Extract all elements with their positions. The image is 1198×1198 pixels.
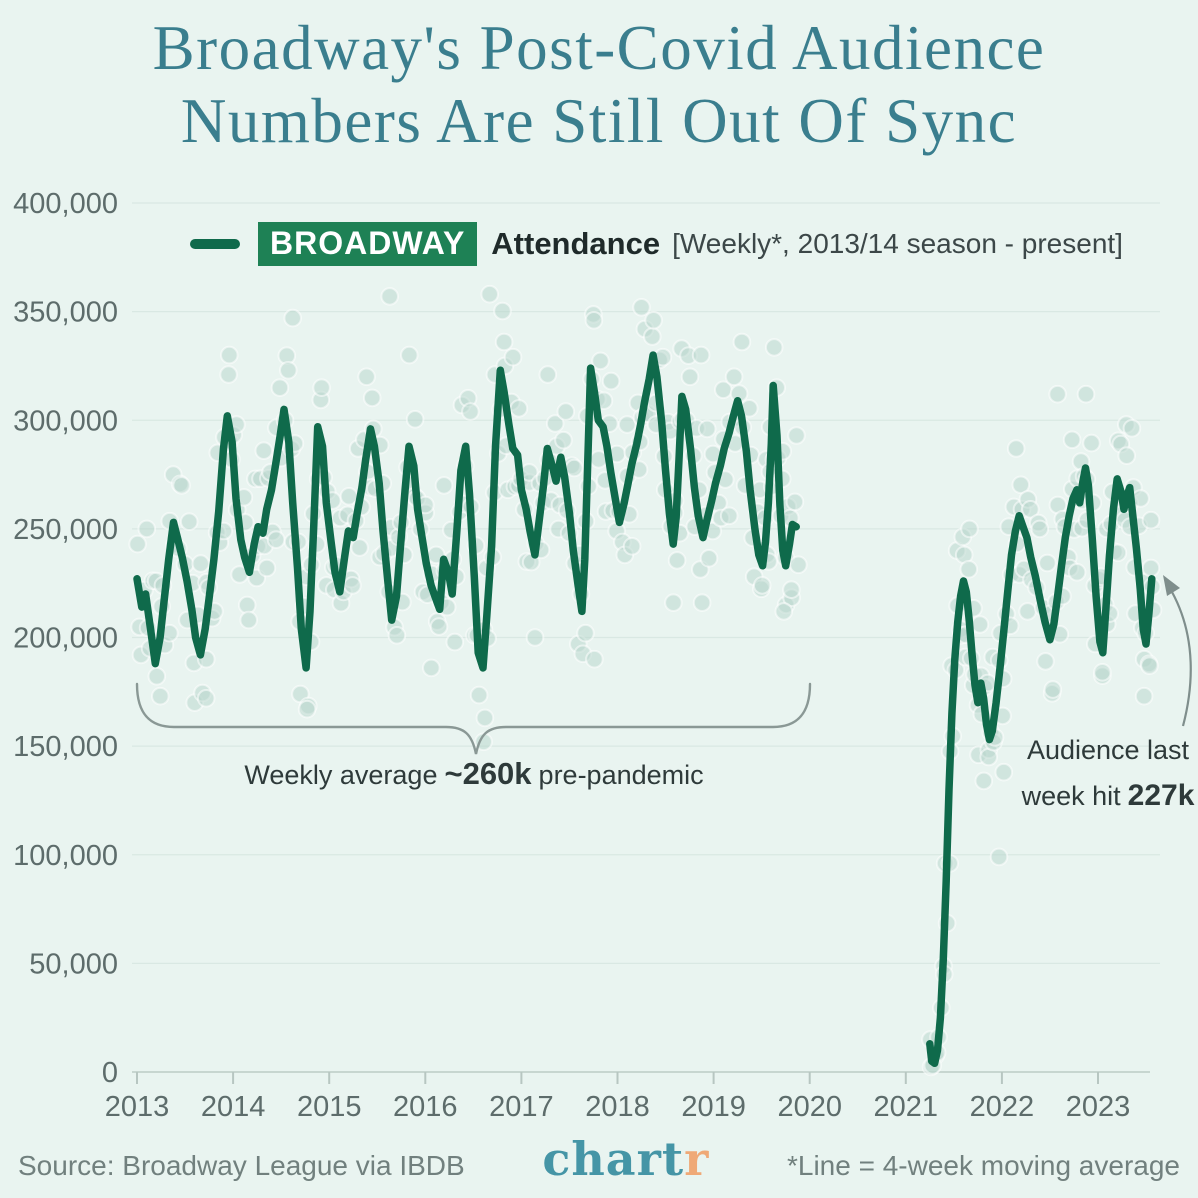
scatter-point <box>358 369 375 386</box>
scatter-point <box>991 849 1008 866</box>
scatter-point <box>259 560 276 577</box>
scatter-point <box>577 625 594 642</box>
scatter-point <box>481 286 498 303</box>
scatter-point <box>198 690 215 707</box>
scatter-point <box>776 603 793 620</box>
scatter-point <box>381 288 398 305</box>
scatter-point <box>721 508 738 525</box>
scatter-point <box>344 577 361 594</box>
scatter-point <box>669 552 686 569</box>
x-axis-tick-label: 2018 <box>585 1091 650 1123</box>
latest-week-text: week hit <box>1021 781 1121 811</box>
scatter-point <box>734 334 751 351</box>
scatter-point <box>1083 435 1100 452</box>
x-axis-tick-label: 2022 <box>969 1091 1035 1123</box>
title-line-1: Broadway's Post-Covid Audience <box>152 13 1046 83</box>
scatter-point <box>280 362 297 379</box>
scatter-point <box>783 581 800 598</box>
scatter-point <box>181 513 198 530</box>
scatter-point <box>1069 564 1086 581</box>
y-axis-tick-label: 250,000 <box>13 513 118 546</box>
scatter-point <box>401 347 418 364</box>
scatter-point <box>255 442 272 459</box>
arrow-annotation-curve <box>1172 592 1191 726</box>
scatter-point <box>694 594 711 611</box>
scatter-point <box>586 651 603 668</box>
scatter-point <box>693 347 710 364</box>
moving-average-note: *Line = 4-week moving average <box>786 1150 1180 1181</box>
legend-line-swatch <box>190 239 240 249</box>
latest-week-line-2 <box>1018 773 1198 819</box>
pre-pandemic-annotation-tail: pre-pandemic <box>538 760 704 790</box>
x-axis-tick-label: 2023 <box>1065 1091 1131 1123</box>
chartr-logo-accent: r <box>684 1132 710 1186</box>
scatter-point <box>1141 657 1158 674</box>
scatter-point <box>511 400 528 417</box>
scatter-point <box>1019 603 1036 620</box>
y-axis-tick-label: 0 <box>101 1057 118 1089</box>
scatter-point <box>1143 512 1160 529</box>
scatter-point <box>496 334 513 351</box>
scatter-point <box>505 349 522 366</box>
y-axis-tick-label: 100,000 <box>13 839 118 872</box>
chart-legend <box>190 222 1123 266</box>
scatter-point <box>699 421 716 438</box>
scatter-point <box>139 521 156 538</box>
scatter-point <box>272 379 289 396</box>
scatter-point <box>1118 447 1135 464</box>
scatter-point <box>447 634 464 651</box>
x-axis-tick-label: 2019 <box>681 1091 746 1123</box>
pre-pandemic-annotation <box>214 756 734 792</box>
scatter-point <box>682 369 699 386</box>
scatter-point <box>152 688 169 705</box>
scatter-point <box>603 373 620 390</box>
scatter-point <box>129 536 146 553</box>
scatter-point <box>1143 560 1160 577</box>
scatter-point <box>1094 664 1111 681</box>
scatter-point <box>1008 440 1025 457</box>
scatter-point <box>239 597 256 614</box>
scatter-point <box>173 477 190 494</box>
scatter-point <box>284 310 301 327</box>
scatter-point <box>423 660 440 677</box>
scatter-point <box>624 538 641 555</box>
scatter-point <box>592 353 609 370</box>
scatter-point <box>462 403 479 420</box>
legend-series-label: Attendance <box>491 226 661 261</box>
scatter-point <box>586 312 603 329</box>
scatter-point <box>972 616 989 633</box>
scatter-point <box>961 561 978 578</box>
scatter-point <box>389 627 406 644</box>
arrowhead-icon <box>1163 575 1180 596</box>
y-axis-tick-label: 50,000 <box>29 948 118 981</box>
x-axis-tick-label: 2020 <box>777 1091 842 1123</box>
scatter-point <box>1045 681 1062 698</box>
scatter-point <box>1124 420 1141 437</box>
source-credit: Source: Broadway League via IBDB <box>18 1150 465 1181</box>
scatter-point <box>221 347 238 364</box>
scatter-point <box>1037 653 1054 670</box>
scatter-point <box>976 773 993 790</box>
scatter-point <box>431 618 448 635</box>
scatter-point <box>268 531 285 548</box>
scatter-point <box>566 460 583 477</box>
pre-pandemic-annotation-value: ~260k <box>444 756 532 791</box>
scatter-point <box>555 432 572 449</box>
scatter-point <box>1049 386 1066 403</box>
scatter-point <box>961 521 978 538</box>
scatter-point <box>665 594 682 611</box>
y-axis-tick-label: 400,000 <box>13 188 118 220</box>
scatter-point <box>1064 432 1081 449</box>
pre-pandemic-annotation-text: Weekly average <box>244 760 438 790</box>
scatter-point <box>790 557 807 574</box>
scatter-point <box>192 555 209 572</box>
scatter-point <box>1032 521 1049 538</box>
latest-week-line-1: Audience last <box>1026 735 1190 765</box>
latest-week-value: 227k <box>1127 779 1195 812</box>
scatter-point <box>220 366 237 383</box>
x-axis-tick-label: 2021 <box>873 1091 939 1123</box>
scatter-point <box>149 668 166 685</box>
scatter-point <box>364 390 381 407</box>
scatter-point <box>313 379 330 396</box>
scatter-point <box>240 612 257 629</box>
chartr-logo-main: chart <box>542 1132 685 1186</box>
x-axis-tick-label: 2013 <box>104 1091 170 1123</box>
scatter-point <box>645 312 662 329</box>
y-axis-tick-label: 150,000 <box>13 731 118 764</box>
scatter-point <box>540 366 557 383</box>
y-axis-tick-label: 300,000 <box>13 405 118 438</box>
scatter-point <box>726 369 743 386</box>
title-line-2: Numbers Are Still Out Of Sync <box>180 86 1018 157</box>
broadway-badge: BROADWAY <box>258 222 477 266</box>
scatter-point <box>1039 555 1056 572</box>
scatter-point <box>477 710 494 727</box>
scatter-point <box>766 339 783 356</box>
chartr-logo <box>542 1132 709 1186</box>
scatter-point <box>788 427 805 444</box>
legend-series-detail: [Weekly*, 2013/14 season - present] <box>672 228 1123 259</box>
y-axis-tick-label: 350,000 <box>13 296 118 329</box>
scatter-point <box>701 550 718 567</box>
scatter-point <box>644 328 661 345</box>
scatter-point <box>754 577 771 594</box>
scatter-point <box>558 403 575 420</box>
scatter-point <box>494 303 511 320</box>
scatter-point <box>633 299 650 316</box>
scatter-point <box>527 629 544 646</box>
scatter-point <box>787 494 804 511</box>
y-axis-tick-label: 200,000 <box>13 622 118 655</box>
scatter-point <box>436 477 453 494</box>
scatter-point <box>351 539 368 556</box>
footer <box>18 1132 1180 1186</box>
scatter-point <box>471 687 488 704</box>
scatter-point <box>299 701 316 718</box>
x-axis-tick-label: 2014 <box>200 1091 266 1123</box>
x-axis-tick-label: 2015 <box>296 1091 362 1123</box>
scatter-point <box>996 764 1013 781</box>
scatter-point <box>407 411 424 428</box>
x-axis-tick-label: 2017 <box>489 1091 554 1123</box>
scatter-point <box>1078 386 1095 403</box>
x-axis-tick-label: 2016 <box>393 1091 458 1123</box>
scatter-point <box>1136 688 1153 705</box>
latest-week-annotation <box>1018 728 1198 819</box>
